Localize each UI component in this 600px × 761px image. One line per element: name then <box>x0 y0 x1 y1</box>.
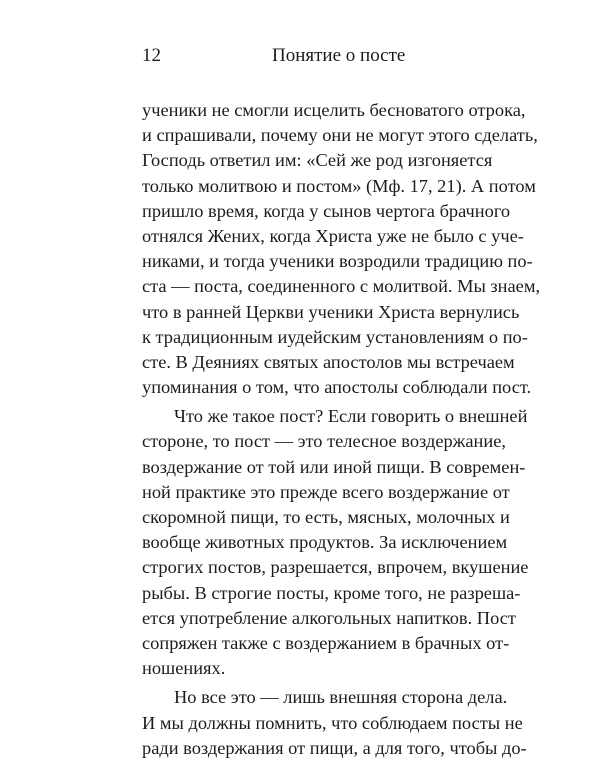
text-line: ношениях. <box>142 658 226 679</box>
text-line: ной практике это прежде всего воздержание от <box>142 481 510 502</box>
text-line: воздержание от той или иной пищи. В современ- <box>142 456 526 477</box>
paragraph <box>142 404 529 681</box>
text-line: и спрашивали, почему они не могут этого сделать, <box>142 125 538 146</box>
body-text <box>142 98 541 761</box>
text-line: ради воздержания от пищи, а для того, чтобы до- <box>142 737 527 758</box>
text-line: отнялся Жених, когда Христа уже не было с уче- <box>142 225 524 246</box>
text-line: строгих постов, разрешается, впрочем, вкушение <box>142 557 529 578</box>
text-line: Но все это — лишь внешняя сторона дела. <box>174 687 508 708</box>
text-line: рыбы. В строгие посты, кроме того, не разреша- <box>142 582 521 603</box>
text-line: сопряжен также с воздержанием в брачных от- <box>142 632 510 653</box>
text-line: никами, и тогда ученики возродили традицию по- <box>142 251 533 272</box>
text-line: только молитвою и постом» (Мф. 17, 21). А потом <box>142 175 536 196</box>
text-line: скоромной пищи, то есть, мясных, молочных и <box>142 507 510 527</box>
text-line: пришло время, когда у сынов чертога брачного <box>142 200 511 221</box>
text-line: ученики не смогли исцелить бесноватого отрока, <box>142 100 526 120</box>
text-line: к традиционным иудейским установлениям о по- <box>142 326 528 347</box>
text-line: что в ранней Церкви ученики Христа вернулись <box>142 301 520 322</box>
text-line: сте. В Деяниях святых апостолов мы встречаем <box>142 351 515 372</box>
page-header <box>142 44 488 68</box>
text-line: ется употребление алкогольных напитков. Пост <box>142 607 516 628</box>
text-line: вообще животных продуктов. За исключением <box>142 532 508 553</box>
text-line: И мы должны помнить, что соблюдаем посты не <box>142 712 523 733</box>
paragraph <box>142 98 541 400</box>
text-line: стороне, то пост — это телесное воздержание, <box>142 431 506 452</box>
page-number: 12 <box>142 45 161 66</box>
text-line: Господь ответил им: «Сей же род изгоняется <box>142 150 493 171</box>
running-title: Понятие о посте <box>272 45 406 66</box>
text-line: ста — поста, соединенного с молитвой. Мы знаем, <box>142 276 541 297</box>
text-line: упоминания о том, что апостолы соблюдали пост. <box>142 377 532 398</box>
text-line: Что же такое пост? Если говорить о внешней <box>174 406 528 427</box>
